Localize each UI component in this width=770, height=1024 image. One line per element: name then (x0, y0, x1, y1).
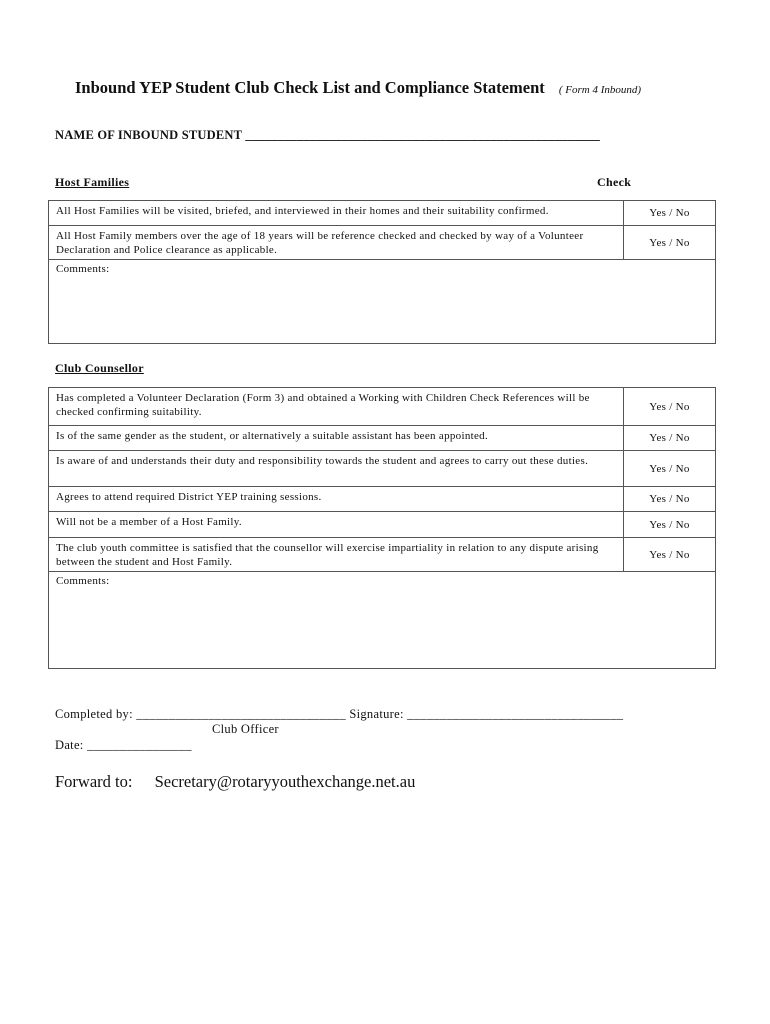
checklist-item: All Host Families will be visited, briefed, and interviewed in their homes and their suitability confirmed. (49, 201, 624, 226)
yes-no-check[interactable]: Yes / No (624, 451, 716, 487)
checklist-item: Has completed a Volunteer Declaration (Form 3) and obtained a Working with Children Check References will be checked confirming suitability. (49, 388, 624, 426)
host-families-comments[interactable] (49, 260, 716, 344)
student-name-field[interactable] (55, 128, 600, 143)
comments-label: Comments: (56, 575, 110, 587)
checklist-item: Will not be a member of a Host Family. (49, 512, 624, 538)
yes-no-check[interactable]: Yes / No (624, 512, 716, 538)
checklist-item: Is aware of and understands their duty and responsibility towards the student and agrees to carry out these duties. (49, 451, 624, 487)
host-families-table (48, 200, 716, 344)
check-column-heading: Check (597, 175, 632, 189)
table-row (49, 226, 716, 260)
yes-no-check[interactable]: Yes / No (624, 538, 716, 572)
checklist-item: The club youth committee is satisfied that the counsellor will exercise impartiality in relation to any dispute arising between the student and Host Family. (49, 538, 624, 572)
yes-no-check[interactable]: Yes / No (624, 388, 716, 426)
comments-row (49, 260, 716, 344)
club-counsellor-comments[interactable] (49, 572, 716, 669)
signature-label: Signature: (349, 707, 404, 721)
checklist-item: All Host Family members over the age of 18 years will be reference checked and checked by way of a Volunteer Declaration and Police clearance as applicable. (49, 226, 624, 260)
completed-by-line (55, 707, 623, 722)
host-families-heading: Host Families (55, 175, 130, 189)
table-row (49, 512, 716, 538)
title-text: Inbound YEP Student Club Check List and Compliance Statement (75, 78, 545, 97)
table-row (49, 538, 716, 572)
table-row (49, 451, 716, 487)
student-name-label: NAME OF INBOUND STUDENT (55, 128, 242, 142)
completed-by-label: Completed by: (55, 707, 133, 721)
date-blank[interactable]: ________________ (87, 738, 192, 752)
form-title (75, 78, 641, 98)
forward-to-line (55, 772, 415, 792)
completed-by-blank[interactable]: ________________________________ (136, 707, 346, 721)
date-label: Date: (55, 738, 84, 752)
form-tag: ( Form 4 Inbound) (558, 84, 642, 96)
comments-label: Comments: (56, 263, 110, 275)
checklist-item: Is of the same gender as the student, or alternatively a suitable assistant has been appointed. (49, 426, 624, 451)
yes-no-check[interactable]: Yes / No (624, 426, 716, 451)
club-counsellor-table (48, 387, 716, 669)
club-officer-label: Club Officer (212, 722, 279, 736)
forward-email[interactable]: Secretary@rotaryyouthexchange.net.au (154, 772, 416, 791)
forward-label: Forward to: (55, 772, 133, 791)
student-name-blank[interactable]: _______________________________________________________ (245, 128, 600, 142)
club-counsellor-heading: Club Counsellor (55, 361, 144, 375)
table-row (49, 487, 716, 512)
yes-no-check[interactable]: Yes / No (624, 226, 716, 260)
table-row (49, 201, 716, 226)
yes-no-check[interactable]: Yes / No (624, 487, 716, 512)
checklist-item: Agrees to attend required District YEP training sessions. (49, 487, 624, 512)
comments-row (49, 572, 716, 669)
table-row (49, 388, 716, 426)
yes-no-check[interactable]: Yes / No (624, 201, 716, 226)
table-row (49, 426, 716, 451)
date-line (55, 738, 192, 753)
signature-blank[interactable]: _________________________________ (407, 707, 624, 721)
